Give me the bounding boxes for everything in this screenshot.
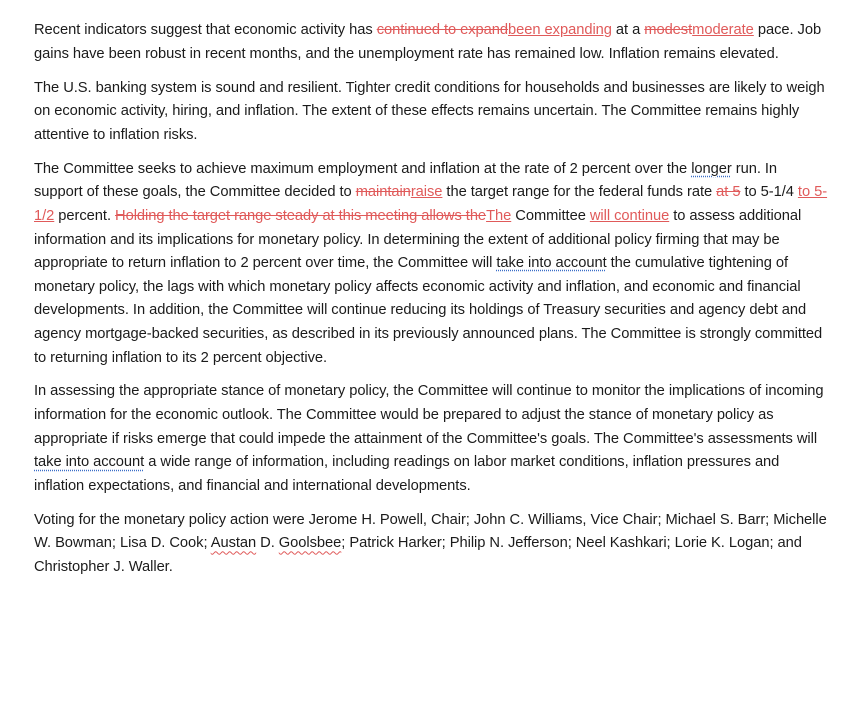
paragraph-5[interactable] xyxy=(34,509,828,580)
text-run: the target range for the federal funds rate xyxy=(442,184,717,201)
paragraph-4[interactable] xyxy=(34,380,828,498)
tracked-deletion[interactable]: continued to expand xyxy=(376,22,509,38)
text-run: The U.S. banking system is sound and resilient. Tighter credit conditions for households and businesses are likely to weigh on economic activity, hiring, and inflation. The extent of these effects remains uncertain. The Committee remains highly attentive to inflation risks. xyxy=(34,79,825,143)
text-run: to assess additional information and its implications for monetary policy. In determining the extent of additional policy firming that may be appropriate to return inflation to 2 percent over time, the Committee will xyxy=(34,207,802,272)
text-run: D. xyxy=(256,535,279,552)
tracked-insertion[interactable]: to 5-1/2 xyxy=(34,184,828,224)
text-run: pace. Job gains have been robust in recent months, and the unemployment rate has remained low. Inflation remains elevated. xyxy=(34,22,822,62)
tracked-deletion[interactable]: Holding the target range steady at this meeting allows the xyxy=(115,207,487,224)
grammar-flag[interactable]: longer xyxy=(691,160,732,177)
text-run: run. In support of these goals, the Committee decided to xyxy=(34,160,778,201)
text-run: ; Patrick Harker; Philip N. Jefferson; Neel Kashkari; Lorie K. Logan; and Christopher J. Waller. xyxy=(34,535,802,576)
tracked-insertion[interactable]: will continue xyxy=(589,207,670,224)
spelling-flag[interactable]: Goolsbee xyxy=(278,535,342,552)
paragraph-2[interactable] xyxy=(34,77,828,148)
spelling-flag[interactable]: Austan xyxy=(210,535,257,552)
text-run: Recent indicators suggest that economic activity has xyxy=(34,22,377,38)
text-run: to 5-1/4 xyxy=(740,184,798,201)
tracked-insertion[interactable]: raise xyxy=(410,184,443,201)
document-body[interactable] xyxy=(34,19,828,580)
paragraph-3[interactable] xyxy=(34,158,828,370)
tracked-deletion[interactable]: at 5 xyxy=(716,184,741,201)
paragraph-1[interactable] xyxy=(34,19,828,66)
text-run: percent. xyxy=(54,207,116,224)
text-run: The Committee seeks to achieve maximum employment and inflation at the rate of 2 percent over the xyxy=(34,160,692,177)
tracked-deletion[interactable]: modest xyxy=(644,22,693,38)
text-run: at a xyxy=(611,22,645,38)
grammar-flag[interactable]: take into account xyxy=(496,255,607,272)
tracked-insertion[interactable]: The xyxy=(486,207,512,224)
text-run: In assessing the appropriate stance of monetary policy, the Committee will continue to monitor the implications of incoming information for the economic outlook. The Committee would be prepared to adjust the stance of monetary policy as appropriate if risks emerge that could impede the attainment of the Committee's goals. The Committee's assessments will xyxy=(34,383,824,447)
tracked-insertion[interactable]: been expanding xyxy=(508,22,612,38)
text-run: Committee xyxy=(511,207,590,224)
text-run: Voting for the monetary policy action were Jerome H. Powell, Chair; John C. Williams, Vice Chair; Michael S. Barr; Michelle W. Bowman; Lisa D. Cook; xyxy=(34,511,827,552)
text-run: the cumulative tightening of monetary policy, the lags with which monetary policy affects economic activity and inflation, and economic and financial developments. In addition, the Committee will continue reducing its holdings of Treasury securities and agency debt and agency mortgage-backed securities, as described in its previously announced plans. The Committee is strongly committed to returning inflation to its 2 percent objective. xyxy=(34,255,823,366)
tracked-insertion[interactable]: moderate xyxy=(692,22,754,38)
tracked-deletion[interactable]: maintain xyxy=(355,184,411,201)
grammar-flag[interactable]: take into account xyxy=(34,454,145,471)
text-run: a wide range of information, including readings on labor market conditions, inflation pressures and inflation expectations, and financial and international developments. xyxy=(34,454,780,494)
